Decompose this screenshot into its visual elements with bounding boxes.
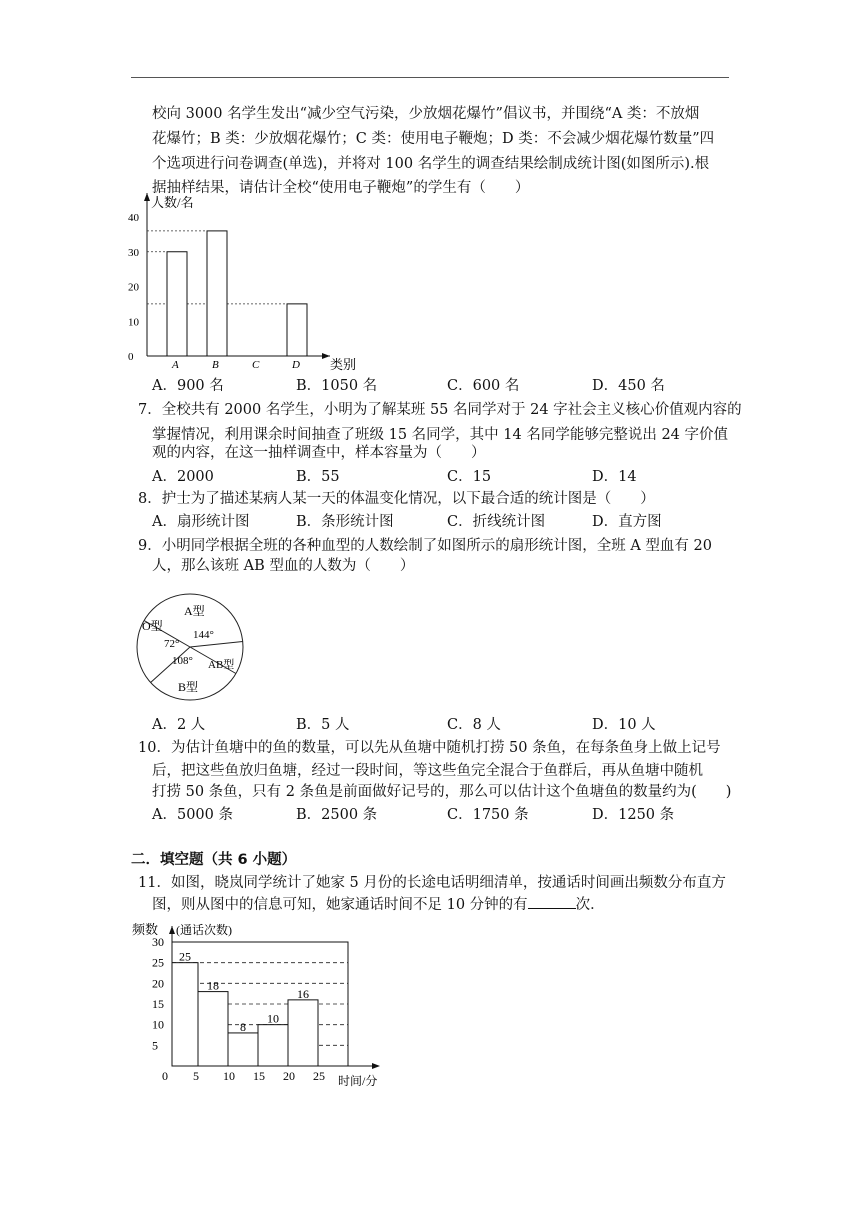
q10-option-a: A．5000 条 [152, 807, 233, 823]
q6-line-3: 个选项进行问卷调查(单选)，并将对 100 名学生的调查结果绘制成统计图(如图所示).根 [152, 156, 710, 172]
bar-value-label: 10 [267, 1011, 279, 1026]
q8-option-d: D．直方图 [592, 514, 662, 530]
q6-line-4: 据抽样结果，请估计全校“使用电子鞭炮”的学生有（ ） [152, 180, 530, 196]
x-tick-label: 0 [162, 1069, 168, 1083]
q10-option-b: B．2500 条 [296, 807, 378, 823]
x-tick-label: B [212, 359, 219, 371]
q8-line-1: 8．护士为了描述某病人某一天的体温变化情况，以下最合适的统计图是（ ） [138, 491, 655, 507]
pie-angle-o: 72° [164, 638, 180, 650]
pie-angle-a: 144° [193, 629, 214, 641]
x-axis-label: 时间/分 [338, 1074, 378, 1088]
q6-option-b: B．1050 名 [296, 378, 378, 394]
x-tick-label: D [292, 359, 300, 371]
header-rule [131, 77, 729, 78]
q10-option-d: D．1250 条 [592, 807, 675, 823]
section-title: 二．填空题（共 6 小题） [131, 852, 297, 868]
x-axis-arrow [372, 1063, 380, 1069]
blood-type-pie-chart [130, 588, 250, 708]
x-tick-label: 15 [253, 1069, 265, 1083]
bar-D [287, 304, 307, 356]
q10-line-2: 后，把这些鱼放归鱼塘，经过一段时间，等这些鱼完全混合于鱼群后，再从鱼塘中随机 [152, 763, 703, 779]
q8-option-c: C．折线统计图 [447, 514, 546, 530]
q11-line-2 [152, 894, 605, 915]
bar-B [207, 231, 227, 356]
q9-option-c: C．8 人 [447, 717, 501, 733]
x-tick-label: 10 [223, 1069, 235, 1083]
y-tick-label: 30 [152, 935, 164, 949]
q6-line-1: 校向 3000 名学生发出“减少空气污染，少放烟花爆竹”倡议书，并围绕“A 类：不放烟 [152, 106, 700, 122]
q6-option-a: A．900 名 [152, 378, 224, 394]
y-axis-sublabel: (通话次数) [176, 923, 232, 937]
q10-line-3: 打捞 50 条鱼，只有 2 条鱼是前面做好记号的，那么可以估计这个鱼塘鱼的数量约为( ) [152, 784, 732, 800]
q6-option-d: D．450 名 [592, 378, 665, 394]
pie-label-a: A型 [184, 604, 205, 618]
q9-option-d: D．10 人 [592, 717, 656, 733]
y-tick-label: 30 [128, 246, 139, 259]
q7-line-2: 掌握情况，利用课余时间抽查了班级 15 名同学，其中 14 名同学能够完整说出 24 字价值 [152, 427, 729, 443]
pie-divider [190, 641, 243, 647]
bar-value-label: 25 [179, 949, 191, 964]
histogram-bar [258, 1025, 288, 1066]
histogram-bar [228, 1033, 258, 1066]
q7-option-c: C．15 [447, 469, 492, 485]
x-tick-label: A [172, 359, 179, 371]
q8-option-a: A．扇形统计图 [152, 514, 250, 530]
q7-option-b: B．55 [296, 469, 340, 485]
q9-line-2: 人，那么该班 AB 型血的人数为（ ） [152, 558, 415, 574]
pie-label-o: O型 [142, 619, 163, 633]
y-tick-label: 10 [152, 1017, 164, 1032]
bar-value-label: 16 [297, 986, 309, 1001]
pie-label-b: B型 [178, 680, 199, 694]
q9-option-a: A．2 人 [152, 717, 206, 733]
y-tick-label: 5 [152, 1038, 158, 1053]
q6-line-2: 花爆竹；B 类：少放烟花爆竹；C 类：使用电子鞭炮；D 类：不会减少烟花爆竹数量”四 [152, 131, 715, 147]
y-axis-label: 人数/名 [151, 195, 194, 210]
q11-line-2-end: 次． [575, 897, 605, 913]
x-tick-label: 25 [313, 1069, 325, 1083]
q8-option-b: B．条形统计图 [296, 514, 394, 530]
q6-option-c: C．600 名 [447, 378, 520, 394]
pie-angle-b: 108° [172, 655, 193, 667]
q11-line-2-text: 图，则从图中的信息可知，她家通话时间不足 10 分钟的有 [152, 897, 528, 913]
call-duration-histogram [130, 920, 395, 1090]
y-axis-label: 频数 [132, 922, 159, 937]
y-tick-label: 40 [128, 212, 139, 224]
bar-A [167, 252, 187, 356]
q10-line-1: 10．为估计鱼塘中的鱼的数量，可以先从鱼塘中随机打捞 50 条鱼，在每条鱼身上做上记号 [138, 740, 721, 756]
q7-option-a: A．2000 [152, 469, 214, 485]
q9-line-1: 9．小明同学根据全班的各种血型的人数绘制了如图所示的扇形统计图，全班 A 型血有 20 [138, 538, 712, 554]
histogram-bar [288, 1000, 318, 1066]
y-tick-label: 20 [128, 281, 139, 294]
histogram-bar [198, 992, 228, 1066]
x-tick-label: 5 [193, 1069, 199, 1083]
histogram-bar [172, 963, 198, 1066]
y-tick-label: 0 [128, 351, 134, 363]
y-axis-arrow [144, 193, 150, 201]
q9-option-b: B．5 人 [296, 717, 350, 733]
pie-label-ab: AB型 [208, 659, 235, 671]
q11-line-1: 11．如图，晓岚同学统计了她家 5 月份的长途电话明细清单，按通话时间画出频数分布直方 [138, 875, 726, 891]
answer-blank[interactable] [528, 894, 576, 909]
x-tick-label: C [252, 359, 260, 371]
q10-option-c: C．1750 条 [447, 807, 529, 823]
y-tick-label: 15 [152, 997, 164, 1011]
x-tick-label: 20 [283, 1069, 295, 1083]
y-tick-label: 20 [152, 976, 164, 991]
x-axis-label: 类别 [330, 357, 357, 372]
q7-line-3: 观的内容，在这一抽样调查中，样本容量为（ ） [152, 445, 486, 461]
y-tick-label: 25 [152, 955, 164, 970]
category-bar-chart [125, 193, 365, 379]
bar-value-label: 8 [240, 1019, 246, 1034]
bar-value-label: 18 [207, 978, 219, 993]
x-axis-arrow [322, 353, 330, 359]
q7-option-d: D．14 [592, 469, 637, 485]
y-tick-label: 10 [128, 316, 139, 329]
q7-line-1: 7．全校共有 2000 名学生，小明为了解某班 55 名同学对于 24 字社会主义核心价值观内容的 [138, 402, 742, 418]
